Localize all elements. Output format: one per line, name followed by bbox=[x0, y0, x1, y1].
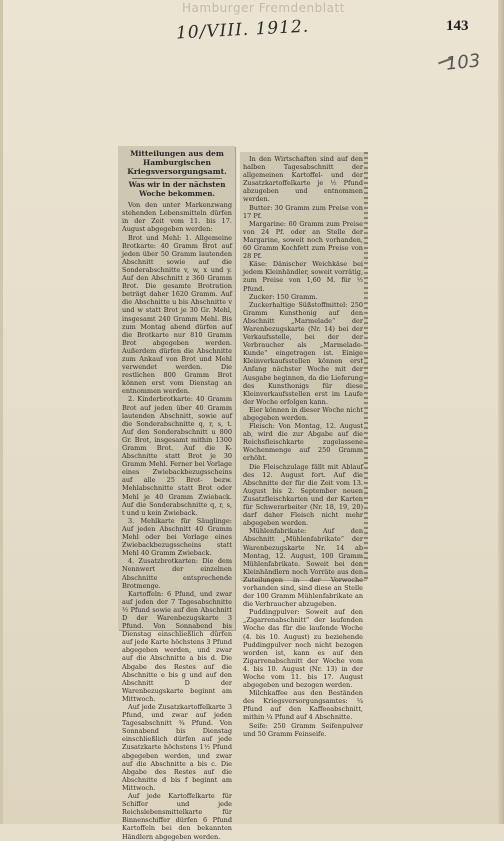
clipping-paragraph: Zucker: 150 Gramm. bbox=[249, 292, 318, 301]
clipping-torn-edge bbox=[364, 152, 368, 580]
clipping-paragraph: Kartoffeln: 6 Pfund, und zwar auf jeden der 7 Tagesabschnitte ½ Pfund sowie auf den Abschnitt D der Warenbezugskarte 3 Pfund. Von Sonnabend bis Dienstag einschließlich dürfen auf jede Karte höchstens 3 Pfund abgegeben werden, und zwar auf die Abschnitte a bis d. Die Abgabe des Restes auf die Abschnitte e bis g und auf den Abschnitt D der Warenbezugskarte beginnt am Mittwoch. bbox=[122, 589, 232, 703]
sheet-right-edge bbox=[498, 0, 504, 824]
clipping-paragraph: Mühlenfabrikate: Auf den Abschnitt „Mühlenfabrikate“ der Warenbezugskarte Nr. 14 ab Montag, 12. August, 100 Gramm Mühlenfabrikate. Soweit bei den Kleinhändlern noch Vorräte aus den Zuteilungen in der Vorwoche vorhanden sind, sind diese an Stelle der 100 Gramm Mühlenfabrikate an die Verbraucher abzugeben. bbox=[243, 527, 363, 609]
clipping-paragraph: Die Fleischzulage fällt mit Ablauf des 12. August fort. Auf die Abschnitte der für die Zeit vom 13. August bis 2. September neuen Zusatzfleischkarten und der Karten für Schwerarbeiter (Nr. 18, 19, 20) darf daher Fleisch nicht mehr abgegeben werden. bbox=[243, 462, 363, 528]
sheet-left-fold bbox=[0, 0, 3, 824]
clipping-paragraph: Auf jede Zusatzkartoffelkarte 3 Pfund, und zwar auf jeden Tagesabschnitt ¾ Pfund. Von Sonnabend bis Dienstag einschließlich dürfen auf jede Zusatzkarte höchstens 1½ Pfund abgegeben werden, und zwar auf die Abschnitte a bis c. Die Abgabe des Restes auf die Abschnitte d bis f beginnt am Mittwoch. bbox=[122, 703, 232, 792]
handwritten-annotation: 103 bbox=[444, 50, 482, 75]
headline-rule bbox=[132, 178, 222, 179]
clipping-headline: Mitteilungen aus dem Hamburgischen Kriegsversorgungsamt. bbox=[127, 149, 227, 176]
clipping-paragraph: Eier können in dieser Woche nicht abgegeben werden. bbox=[243, 405, 363, 422]
clipping-paragraph: Butter: 30 Gramm zum Preise von 17 Pf. bbox=[243, 203, 363, 220]
clipping-paragraph: Margarine: 60 Gramm zum Preise von 24 Pf. oder an Stelle der Margarine, soweit noch vorhanden, 60 Gramm Kochfett zum Preise von 28 Pf. bbox=[243, 219, 363, 261]
clipping-paragraph: In den Wirtschaften sind auf den halben Tagesabschnitt der allgemeinen Kartoffel- und der Zusatzkartoffelkarte je ½ Pfund abzugeben und entnommen werden. bbox=[243, 155, 363, 204]
newspaper-clipping-right bbox=[240, 152, 366, 738]
clipping-paragraph: Auf jede Kartoffelkarte für Schiffer und jede Reichslebensmittelkarte für Binnenschiffer dürfen 6 Pfund Kartoffeln bei den bekannten Händlern abgegeben werden. bbox=[122, 792, 232, 841]
clipping-paragraph: Fleisch: Von Montag, 12. August ab, wird die zur Abgabe auf die Reichsfleischkarte zugelassene Wochenmenge auf 250 Gramm erhöht. bbox=[243, 422, 363, 463]
newspaper-stamp: Hamburger Fremdenblatt bbox=[182, 1, 345, 15]
clipping-paragraph: Puddingpulver: Soweit auf den „Zigarrenabschnitt“ der laufenden Woche das für die laufende Woche (4. bis 10. August) zu beziehende Puddingpulver noch nicht bezogen worden ist, kann es auf den Zigarrenabschnitt der Woche vom 4. bis 10. August (Nr. 13) in der Woche vom 11. bis 17. August abgegeben und bezogen werden. bbox=[243, 608, 363, 690]
clipping-subhead: Was wir in der nächsten Woche bekommen. bbox=[128, 180, 226, 198]
clipping-paragraph: Brot und Mehl: 1. Allgemeine Brotkarte: 40 Gramm Brot auf jeden über 50 Gramm lautenden Abschnitt sowie auf die Sonderabschnitte v, w, x und y. Auf den Abschnitt z 360 Gramm Brot. Die gesamte Brotration beträgt daher 1620 Gramm. Auf die Abschnitte u bis Abschnitte v und w statt Brot je 30 Gr. Mehl, insgesamt 240 Gramm Mehl. Bis zum Montag abend dürfen auf die Brotkarte nur 810 Gramm Brot abgegeben werden. Außerdem dürfen die Abschnitte zum Ankauf von Brot und Mehl verwendet werden. Die restlichen 800 Gramm Brot können erst vom Dienstag an entnommen werden. bbox=[122, 233, 232, 396]
clipping-paragraph: Milchkaffee aus den Beständen des Kriegsversorgungsamtes: ¼ Pfund auf den Kaffeeabschnitt, mithin ¼ Pfund auf 4 Abschnitte. bbox=[243, 689, 363, 722]
page-number: 143 bbox=[446, 18, 469, 34]
clipping-paragraph: 2. Kinderbrotkarte: 40 Gramm Brot auf jeden über 40 Gramm lautenden Abschnitt, sowie auf die Sonderabschnitte q, r, s, t. Auf den Sonderabschnitt u 800 Gr. Brot, insgesamt mithin 1300 Gramm Brot. Auf die K-Abschnitte statt Brot je 30 Gramm Mehl. Ferner bei Vorlage eines Zwiebackbezugsscheins auf alle 25 Brot- bezw. Mehlabschnitte statt Brot oder Mehl je 40 Gramm Zwieback. Auf die Sonderabschnitte q, r, s, t und u kein Zwieback. bbox=[122, 395, 232, 517]
clipping-paragraph: Seife: 250 Gramm Seifenpulver und 50 Gramm Feinseife. bbox=[243, 721, 363, 738]
handwritten-date: 10/VIII. 1912. bbox=[175, 16, 310, 44]
clipping-paragraph: 3. Mehlkarte für Säuglinge: Auf jeden Abschnitt 40 Gramm Mehl oder bei Vorlage eines Zwiebackbezugsscheins statt Mehl 40 Gramm Zwieback. bbox=[122, 516, 232, 558]
clipping-paragraph: 4. Zusatzbrotkarten: Die dem Nennwert der einzelnen Abschnitte entsprechende Brotmenge. bbox=[122, 557, 232, 590]
clipping-paragraph: Zuckerhaltige Süßstoffmittel: 250 Gramm Kunsthonig auf den Abschnitt „Marmelade“ der Warenbezugskarte (Nr. 14) bei der Verkaufsstelle, bei der der Verbraucher als „Marmelade-Kunde“ eingetragen ist. Einige Kleinverkaufsstellen können erst Anfang nächster Woche mit der Ausgabe beginnen, da die Lieferung des Kunsthonigs für diese Kleinverkaufsstellen erst im Laufe der Woche erfolgen kann. bbox=[243, 300, 363, 406]
clipping-paragraph: Von den unter Markenzwang stehenden Lebensmitteln dürfen in der Zeit vom 11. bis 17. August abgegeben werden: bbox=[122, 201, 232, 234]
newspaper-clipping-left bbox=[118, 146, 235, 841]
clipping-paragraph: Käse: Dänischer Weichkäse bei jedem Kleinhändler, soweit vorrätig, zum Preise von 1,60 M. für ½ Pfund. bbox=[243, 260, 364, 293]
